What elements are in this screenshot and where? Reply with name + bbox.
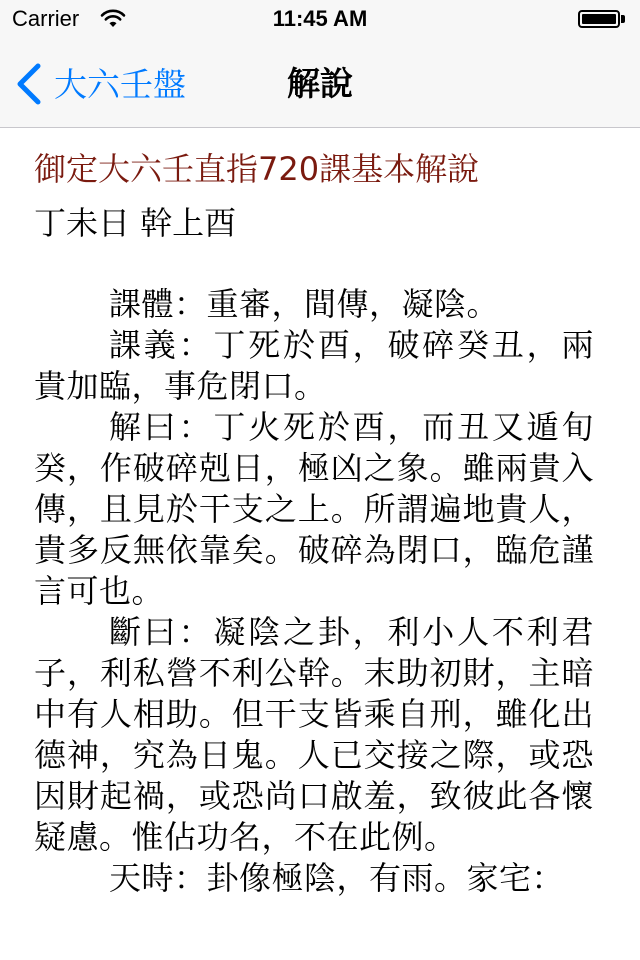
page-title: 解說 [287, 64, 353, 103]
section-duan-yue: 斷曰：凝陰之卦，利小人不利君子，利私營不利公幹。末助初財，主暗中有人相助。但干支皆乘自刑，雖化出德神，究為日鬼。人已交接之際，或恐因財起禍，或恐尚口啟羞，致彼此各懷疑慮。惟佔功名，不在此例。 [34, 613, 594, 857]
section-ke-yi: 課義：丁死於酉，破碎癸丑，兩貴加臨，事危閉口。 [34, 326, 594, 406]
section-list [34, 284, 594, 899]
battery-icon [578, 10, 626, 30]
navigation-bar [0, 40, 640, 128]
carrier-label: Carrier [12, 6, 80, 31]
content-heading: 御定大六壬直指720課基本解說 [34, 150, 480, 188]
section-jie-yue: 解曰：丁火死於酉，而丑又遁旬癸，作破碎剋日，極凶之象。雖兩貴入傳，且見於干支之上。所謂遍地貴人，貴多反無依靠矣。破碎為閉口，臨危謹言可也。 [34, 408, 594, 611]
status-time: 11:45 AM [272, 6, 368, 31]
section-ke-ti: 課體：重審，間傳，凝陰。 [109, 285, 500, 324]
day-subheading: 丁未日 幹上酉 [34, 203, 237, 242]
back-button-label: 大六壬盤 [54, 64, 186, 104]
explanation-content[interactable] [34, 128, 594, 960]
section-tian-shi: 天時：卦像極陰，有雨。家宅： [109, 859, 565, 898]
status-bar [0, 0, 640, 40]
